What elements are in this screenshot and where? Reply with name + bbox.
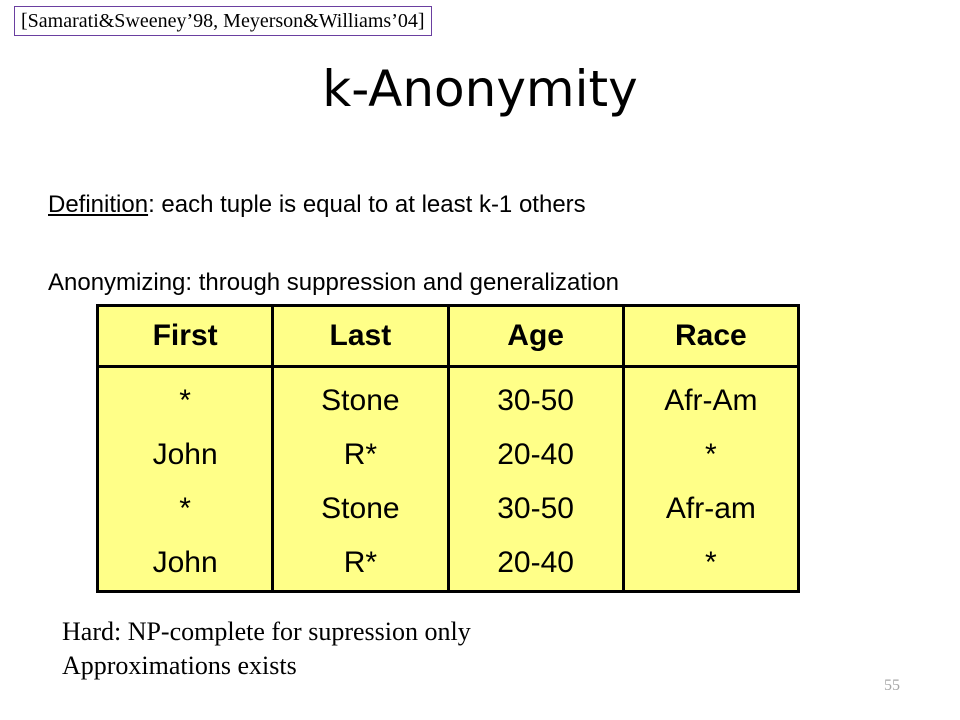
approximation-note: Approximations exists [62,651,297,680]
table-cell: Afr-am [665,492,756,525]
citation-box: [Samarati&Sweeney’98, Meyerson&Williams’04] [14,6,432,36]
header-race: Race [623,306,798,367]
column-race [623,367,798,592]
table-cell: 30-50 [497,492,574,525]
anonymizing-line: Anonymizing: through suppression and generalization [48,269,620,296]
slide-title: k-Anonymity [322,60,638,118]
table-cell: John [152,438,218,471]
table-cell: * [705,546,717,579]
hardness-note: Hard: NP-complete for supression only [62,617,471,646]
table-header-row [98,306,799,367]
table-cell: * [179,492,191,525]
table-cell: 30-50 [497,384,574,417]
definition-label: Definition [48,191,149,218]
table-cell: R* [343,546,378,579]
table-body-row [98,367,799,592]
column-last [273,367,448,592]
table-cell: 20-40 [497,546,574,579]
column-age [448,367,623,592]
table-cell: Stone [321,492,400,525]
table-cell: Afr-Am [664,384,758,417]
table-cell: John [152,546,218,579]
column-first [98,367,273,592]
header-age: Age [448,306,623,367]
definition-line [48,190,586,220]
page-number: 55 [884,677,900,694]
definition-text: : each tuple is equal to at least k-1 others [148,191,586,218]
table-cell: Stone [321,384,400,417]
header-first: First [98,306,273,367]
table-cell: * [705,438,717,471]
table-cell: 20-40 [497,438,574,471]
header-last: Last [273,306,448,367]
table-cell: * [179,384,191,417]
table-cell: R* [343,438,378,471]
anonymized-table [96,304,800,593]
